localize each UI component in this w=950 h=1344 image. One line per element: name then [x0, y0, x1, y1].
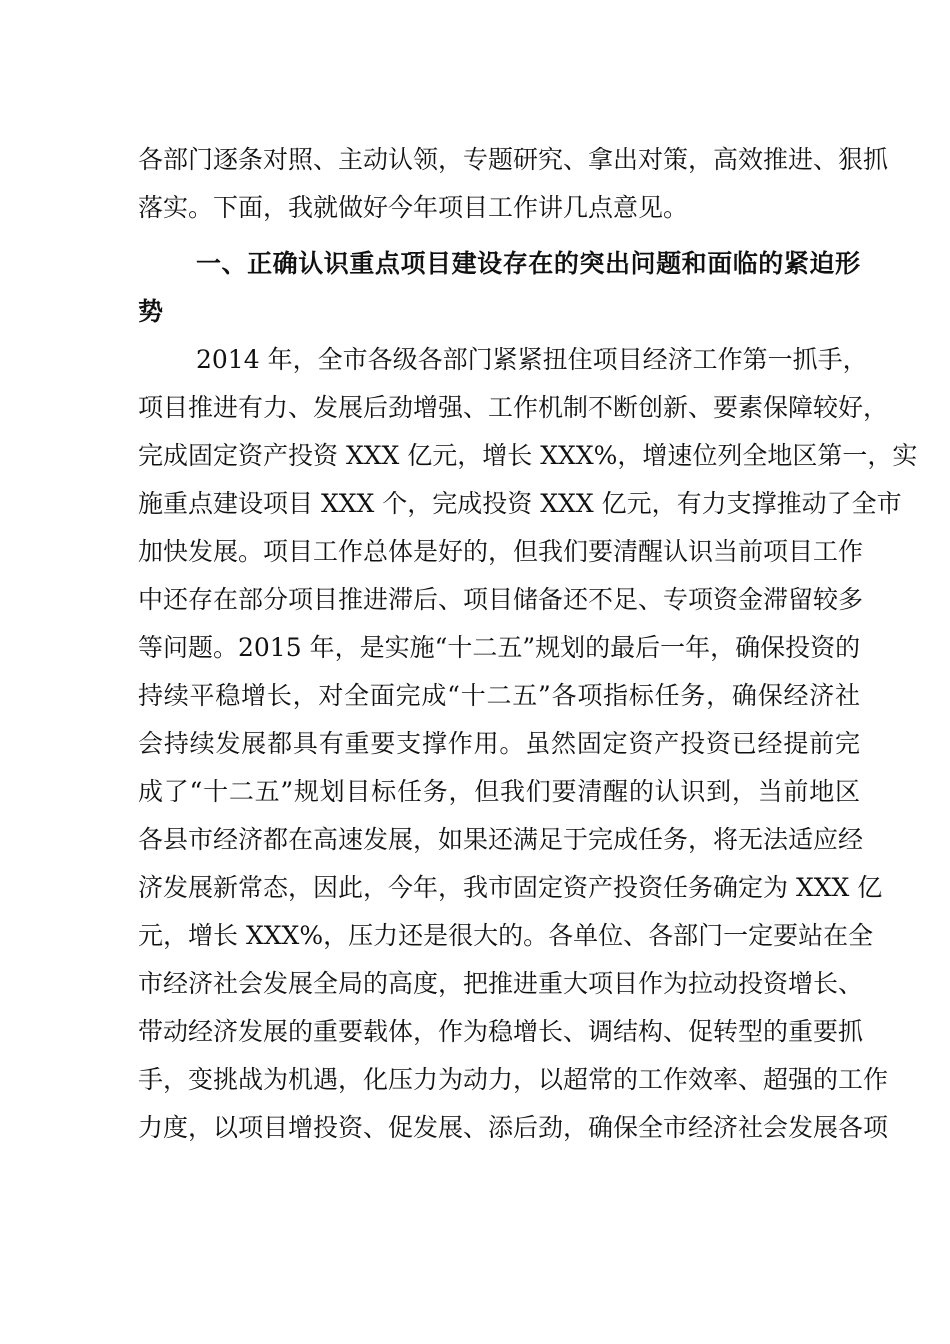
text-line: 中还存在部分项目推进滞后、项目储备还不足、专项资金滞留较多 — [138, 585, 864, 614]
text-line: 市经济社会发展全局的高度，把推进重大项目作为拉动投资增长、 — [138, 969, 864, 998]
text-line: 2014 年，全市各级各部门紧紧扭住项目经济工作第一抓手， — [196, 345, 868, 374]
text-line: 持续平稳增长，对全面完成“十二五”各项指标任务，确保经济社 — [138, 681, 860, 710]
text-line: 加快发展。项目工作总体是好的，但我们要清醒认识当前项目工作 — [138, 537, 864, 566]
text-line: 施重点建设项目 XXX 个，完成投资 XXX 亿元，有力支撑推动了全市 — [138, 489, 902, 518]
text-line: 各部门逐条对照、主动认领，专题研究、拿出对策，高效推进、狠抓 — [138, 145, 889, 174]
text-line: 会持续发展都具有重要支撑作用。虽然固定资产投资已经提前完 — [138, 729, 860, 758]
intro-paragraph — [138, 136, 889, 232]
section-heading — [138, 240, 860, 336]
heading-line: 势 — [138, 297, 164, 326]
text-line: 完成固定资产投资 XXX 亿元，增长 XXX%，增速位列全地区第一，实 — [138, 441, 918, 470]
text-line: 手，变挑战为机遇，化压力为动力，以超常的工作效率、超强的工作 — [138, 1065, 889, 1094]
text-line: 成了“十二五”规划目标任务，但我们要清醒的认识到，当前地区 — [138, 777, 860, 806]
text-line: 力度，以项目增投资、促发展、添后劲，确保全市经济社会发展各项 — [138, 1113, 889, 1142]
text-line: 落实。下面，我就做好今年项目工作讲几点意见。 — [138, 193, 689, 222]
text-line: 济发展新常态，因此，今年，我市固定资产投资任务确定为 XXX 亿 — [138, 873, 883, 902]
body-paragraph — [138, 336, 918, 1152]
text-line: 带动经济发展的重要载体，作为稳增长、调结构、促转型的重要抓 — [138, 1017, 864, 1046]
text-line: 元，增长 XXX%，压力还是很大的。各单位、各部门一定要站在全 — [138, 921, 874, 950]
text-line: 等问题。2015 年，是实施“十二五”规划的最后一年，确保投资的 — [138, 633, 861, 662]
heading-line: 一、正确认识重点项目建设存在的突出问题和面临的紧迫形 — [196, 249, 860, 278]
text-line: 项目推进有力、发展后劲增强、工作机制不断创新、要素保障较好， — [138, 393, 889, 422]
text-line: 各县市经济都在高速发展，如果还满足于完成任务，将无法适应经 — [138, 825, 864, 854]
